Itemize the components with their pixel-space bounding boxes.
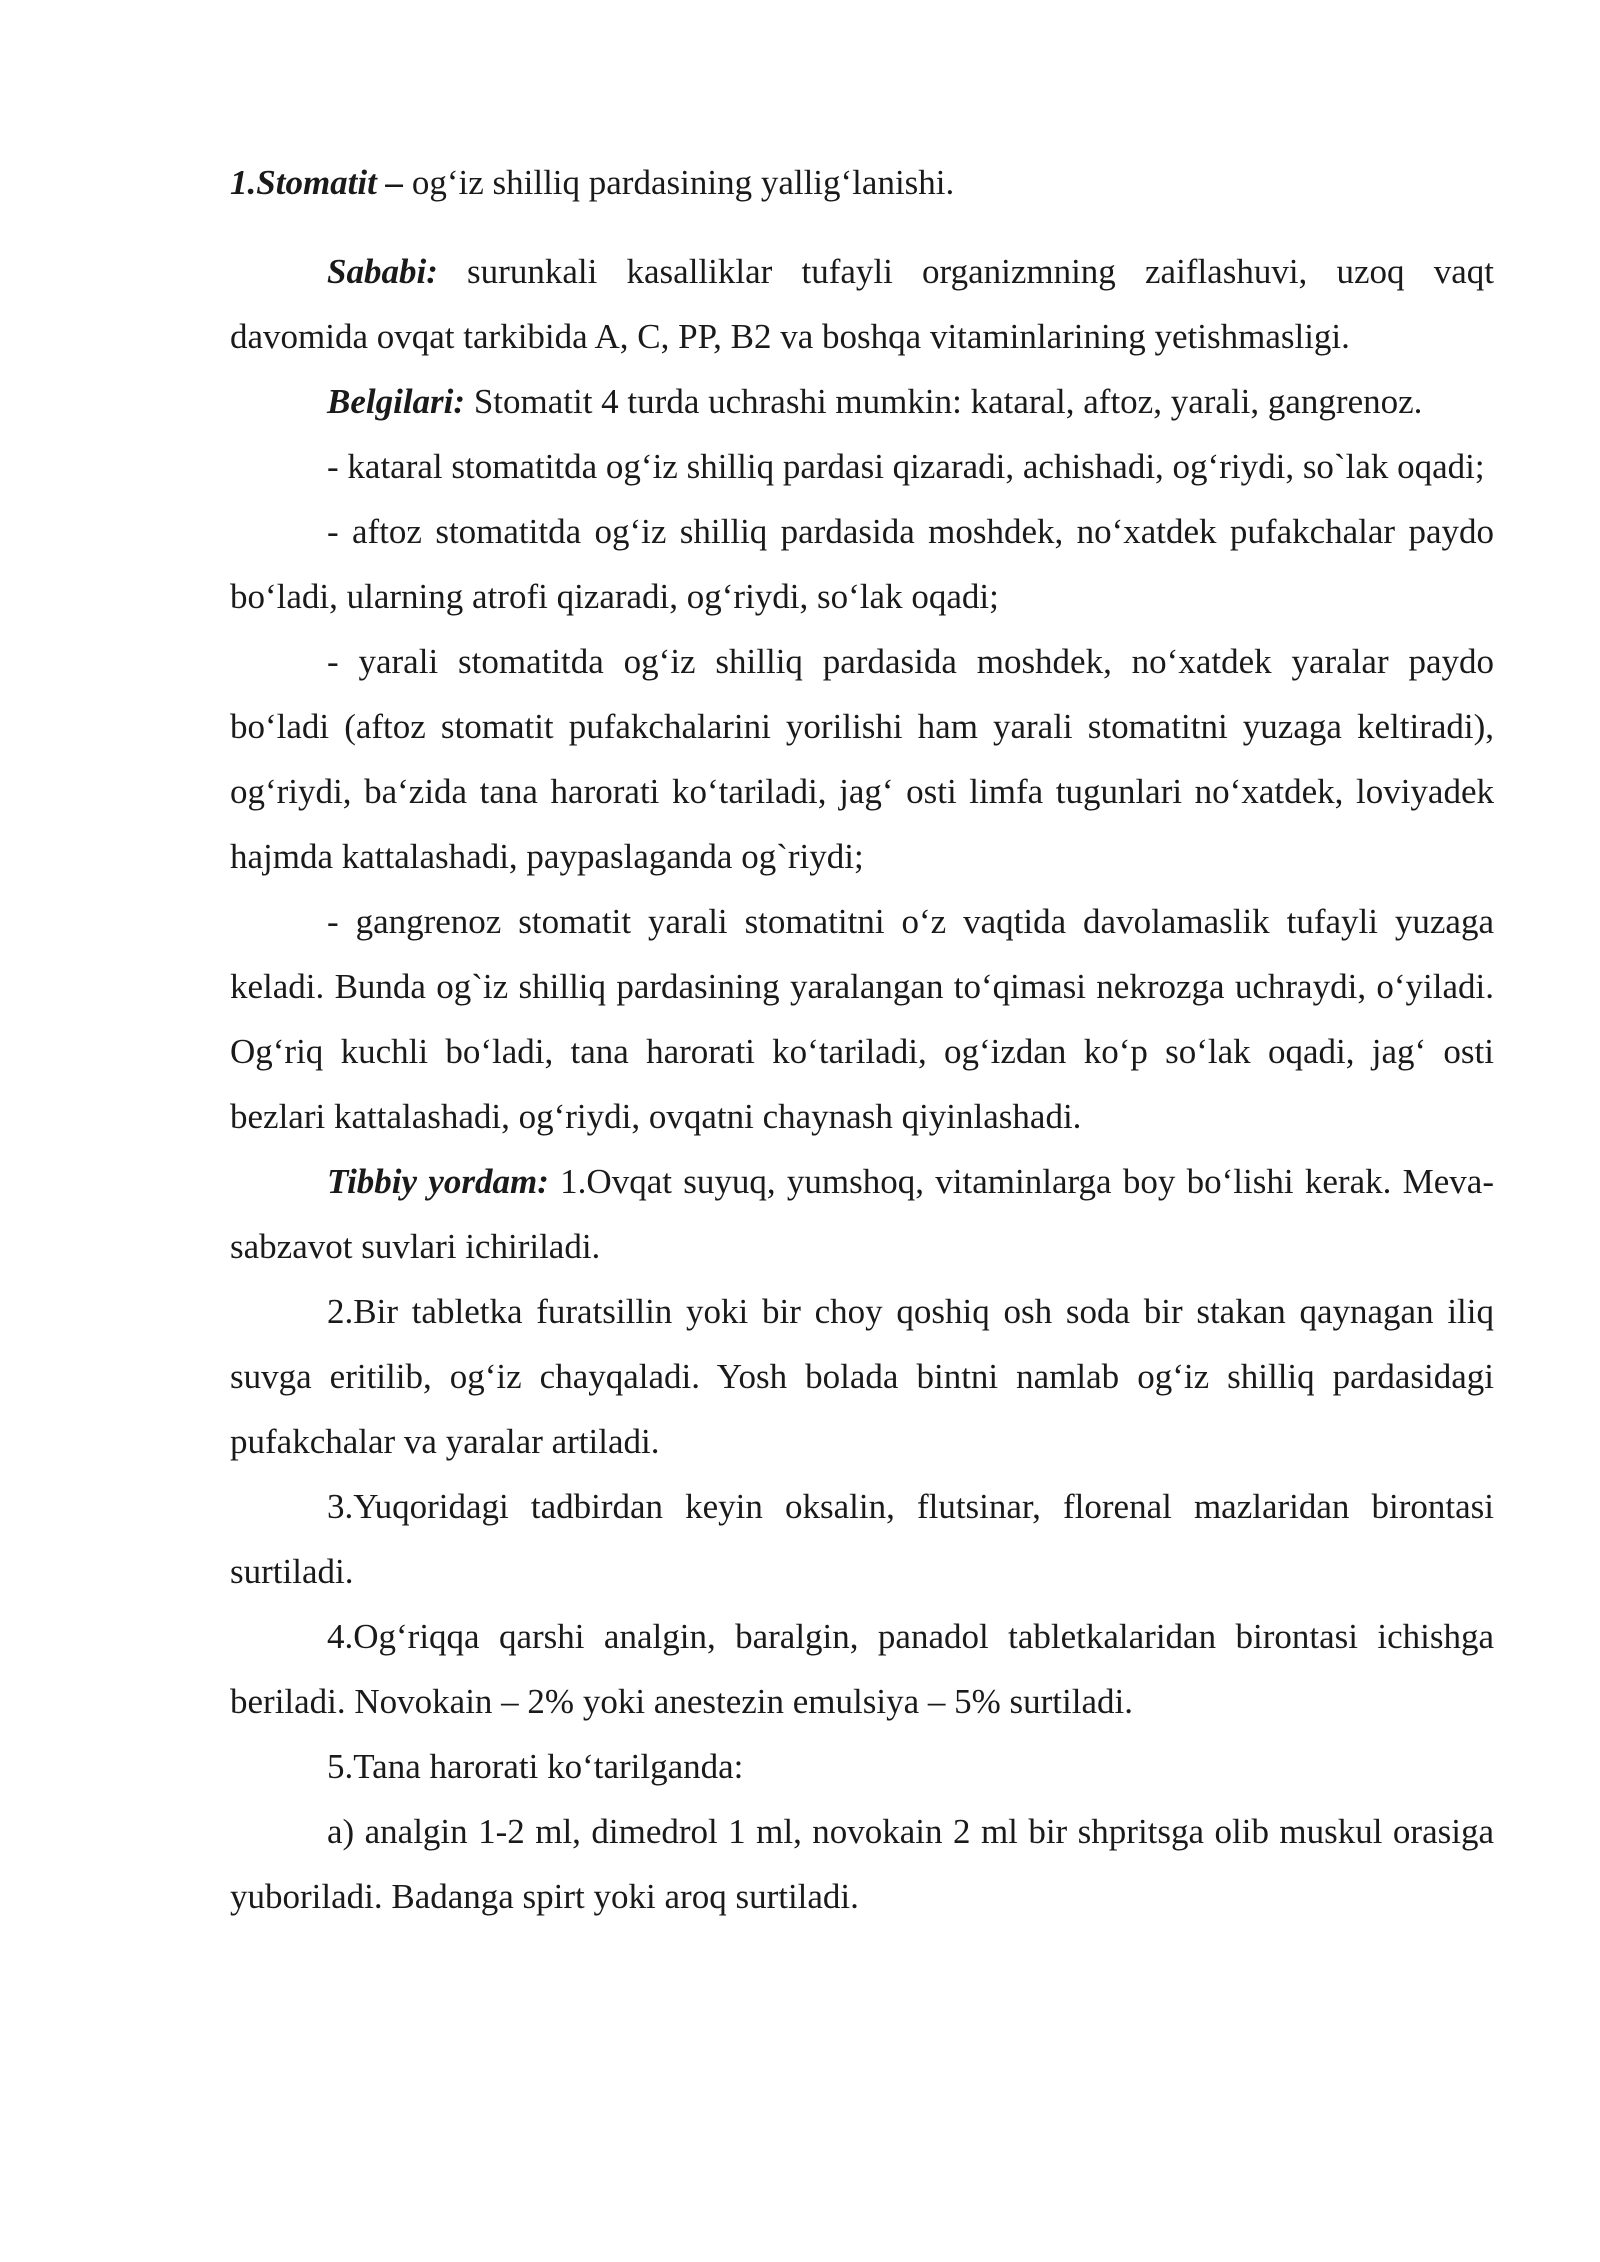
list-item-gangrenoz (230, 889, 1494, 1149)
paragraph-text: 4.Og‘riqqa qarshi analgin, baralgin, panadol tabletkalaridan birontasi ichishga beriladi. Novokain – 2% yoki anestezin emulsiya – 5% surtiladi. (230, 1617, 1494, 1721)
paragraph-text: - aftoz stomatitda og‘iz shilliq pardasida moshdek, no‘xatdek pufakchalar paydo bo‘ladi, ularning atrofi qizaradi, og‘riydi, so‘lak oqadi; (230, 512, 1494, 616)
list-item-aftoz (230, 499, 1494, 629)
list-item-kataral (230, 434, 1494, 499)
document-page (230, 150, 1494, 1929)
paragraph-text: - yarali stomatitda og‘iz shilliq pardasida moshdek, no‘xatdek yaralar paydo bo‘ladi (aftoz stomatit pufakchalarini yorilishi ham yarali stomatitni yuzaga keltiradi), og‘riydi, ba‘zida tana harorati ko‘tariladi, jag‘ osti limfa tugunlari no‘xatdek, loviyadek hajmda kattalashadi, paypaslaganda og`riydi; (230, 642, 1494, 876)
paragraph-sababi (230, 239, 1494, 369)
list-item-yarali (230, 629, 1494, 889)
paragraph-text: - gangrenoz stomatit yarali stomatitni o‘z vaqtida davolamaslik tufayli yuzaga keladi. Bunda og`iz shilliq pardasining yaralangan to‘qimasi nekrozga uchraydi, o‘yiladi. Og‘riq kuchli bo‘ladi, tana harorati ko‘tariladi, og‘izdan ko‘p so‘lak oqadi, jag‘ osti bezlari kattalashadi, og‘riydi, ovqatni chaynash qiyinlashadi. (230, 902, 1494, 1136)
step-4 (230, 1604, 1494, 1734)
paragraph-text: surunkali kasalliklar tufayli organizmning zaiflashuvi, uzoq vaqt davomida ovqat tarkibida A, C, PP, B2 va boshqa vitaminlarining yetishmasligi. (230, 252, 1494, 356)
paragraph-text: 2.Bir tabletka furatsillin yoki bir choy qoshiq osh soda bir stakan qaynagan iliq suvga eritilib, og‘iz chayqaladi. Yosh bolada bintni namlab og‘iz shilliq pardasidagi pufakchalar va yaralar artiladi. (230, 1292, 1494, 1461)
paragraph-text: 1.Ovqat suyuq, yumshoq, vitaminlarga boy bo‘lishi kerak. Meva-sabzavot suvlari ichiriladi. (230, 1162, 1494, 1266)
title-dash: – (376, 163, 412, 202)
title-definition: og‘iz shilliq pardasining yallig‘lanishi. (411, 163, 955, 202)
paragraph-belgilari (230, 369, 1494, 434)
title-term: 1.Stomatit (230, 163, 377, 202)
paragraph-text: a) analgin 1-2 ml, dimedrol 1 ml, novokain 2 ml bir shpritsga olib muskul orasiga yuboriladi. Badanga spirt yoki aroq surtiladi. (230, 1812, 1494, 1916)
paragraph-label: Belgilari: (327, 382, 466, 421)
paragraph-text: - kataral stomatitda og‘iz shilliq pardasi qizaradi, achishadi, og‘riydi, so`lak oqadi; (327, 447, 1485, 486)
paragraph-label: Sababi: (327, 252, 438, 291)
step-2 (230, 1279, 1494, 1474)
step-5a (230, 1799, 1494, 1929)
paragraph-tibbiy-yordam (230, 1149, 1494, 1279)
paragraph-label: Tibbiy yordam: (327, 1162, 549, 1201)
paragraph-text: 3.Yuqoridagi tadbirdan keyin oksalin, flutsinar, florenal mazlaridan birontasi surtiladi. (230, 1487, 1494, 1591)
section-title (230, 150, 1494, 215)
paragraph-text: 5.Tana harorati ko‘tarilganda: (327, 1747, 744, 1786)
paragraph-text: Stomatit 4 turda uchrashi mumkin: kataral, aftoz, yarali, gangrenoz. (465, 382, 1423, 421)
step-5 (230, 1734, 1494, 1799)
step-3 (230, 1474, 1494, 1604)
